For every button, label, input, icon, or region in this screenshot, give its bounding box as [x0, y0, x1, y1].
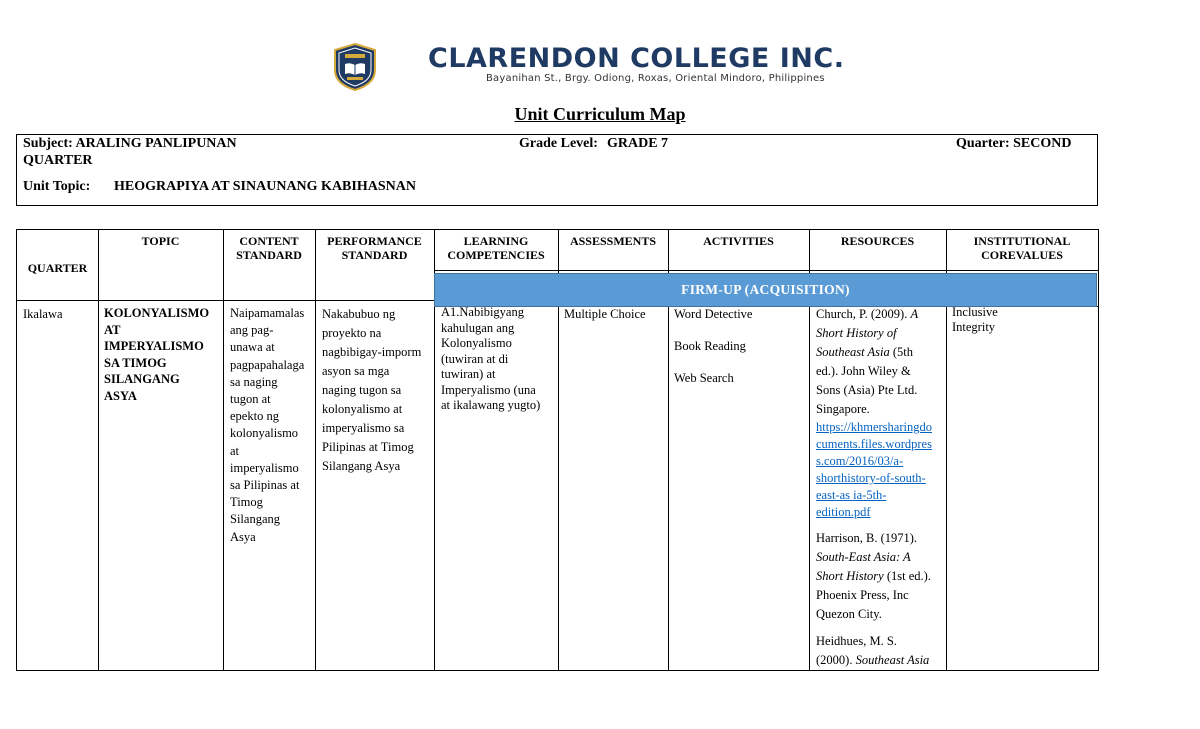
topic-line: SILANGANG [104, 372, 180, 386]
row-assessment: Multiple Choice [564, 307, 646, 321]
letterhead [0, 0, 1200, 100]
row-learning-competencies [441, 305, 540, 414]
topic-line: KOLONYALISMO [104, 306, 210, 320]
learning-competency-line: A1.Nabibigyang [441, 305, 524, 319]
header-assessments: ASSESSMENTS [569, 234, 657, 248]
content-standard-line: sa naging [230, 374, 278, 389]
college-name: CLARENDON COLLEGE INC. [428, 43, 845, 74]
learning-competency-line: at ikalawang yugto) [441, 398, 541, 412]
curriculum-map-table [16, 229, 1099, 671]
topic-line: IMPERYALISMO [104, 339, 204, 353]
header-resources: RESOURCES [840, 234, 915, 248]
row-content-standard [230, 305, 304, 546]
content-standard-line: Asya [230, 529, 256, 544]
document-title: Unit Curriculum Map [514, 104, 686, 124]
performance-standard-line: kolonyalismo at [322, 402, 403, 416]
learning-competency-line: Imperyalismo (una [441, 382, 536, 397]
performance-standard-line: Pilipinas at Timog [322, 440, 414, 454]
row-topic [104, 305, 209, 404]
content-standard-line: Silangang [230, 512, 280, 527]
content-standard-line: sa Pilipinas at [230, 478, 300, 493]
row-corevalues [952, 305, 998, 335]
subject-label: Subject: ARALING PANLIPUNAN [23, 136, 237, 151]
row-quarter: Ikalawa [23, 307, 63, 321]
topic-line: SA TIMOG [104, 355, 167, 370]
content-standard-line: unawa at [230, 340, 275, 355]
quarter-word: QUARTER [23, 153, 93, 168]
content-standard-line: at [230, 443, 240, 458]
performance-standard-line: Silangang Asya [322, 459, 401, 473]
content-standard-line: Naipamamalas [230, 306, 305, 320]
content-standard-line: Timog [230, 495, 263, 510]
header-performance-standard: PERFORMANCE STANDARD [327, 234, 422, 262]
unit-info-box [16, 134, 1098, 206]
learning-competency-line: (tuwiran at di [441, 351, 509, 366]
college-seal-logo [331, 42, 379, 92]
topic-line: AT [104, 322, 121, 337]
activity-item: Word Detective [674, 307, 753, 321]
performance-standard-line: nagbibigay-imporm [322, 345, 422, 359]
header-activities: ACTIVITIES [703, 234, 774, 248]
header-learning-competencies: LEARNING COMPETENCIES [447, 234, 545, 262]
row-resources: Church, P. (2009). A Short History of Southeast Asia (5th ed.). John Wiley & Sons (Asia) Pte Ltd. Singapore. https://khmersharingdo cuments.files.wordpres s.com/2016/03/a- shorthistory-of-south- east-as ia-5th- edition.pdf Harrison, B. (1971). South-East Asia: A Short History (1st ed.). Phoenix Press, Inc Quezon City. Heidhues, M. S. (2000). Southeast Asia [816, 305, 944, 670]
header-content-standard: CONTENT STANDARD [236, 234, 302, 262]
corevalue-item: Inclusive [952, 305, 998, 319]
performance-standard-line: Nakabubuo ng [322, 307, 396, 321]
row-activities [674, 305, 752, 387]
unit-topic-value: HEOGRAPIYA AT SINAUNANG KABIHASNAN [114, 179, 416, 194]
topic-line: ASYA [104, 388, 137, 403]
performance-standard-line: proyekto na [322, 326, 382, 340]
content-standard-line: pagpapahalaga [230, 357, 305, 372]
unit-topic-label: Unit Topic: [23, 179, 91, 194]
grade-level-value: GRADE 7 [607, 136, 669, 151]
learning-competency-line: kahulugan ang [441, 320, 515, 335]
firm-up-banner: FIRM-UP (ACQUISITION) [434, 273, 1097, 307]
content-standard-line: tugon at [230, 392, 271, 407]
header-quarter: QUARTER [27, 261, 88, 275]
learning-competency-line: tuwiran) at [441, 367, 496, 381]
resource-link[interactable]: https://khmersharingdo cuments.files.wordpres s.com/2016/03/a- shorthistory-of-south- east-as ia-5th- edition.pdf [816, 420, 932, 519]
row-performance-standard [322, 305, 421, 476]
content-standard-line: epekto ng [230, 409, 279, 424]
quarter-label: Quarter: SECOND [956, 136, 1072, 151]
activity-item: Book Reading [674, 339, 746, 353]
corevalue-item: Integrity [952, 320, 996, 334]
content-standard-line: kolonyalismo [230, 426, 299, 441]
activity-item: Web Search [674, 371, 734, 385]
performance-standard-line: imperyalismo sa [322, 421, 405, 435]
header-topic: TOPIC [141, 234, 180, 248]
performance-standard-line: asyon sa mga [322, 364, 390, 378]
learning-competency-line: Kolonyalismo [441, 336, 512, 350]
header-institutional-corevalues: INSTITUTIONAL COREVALUES [973, 234, 1071, 262]
content-standard-line: ang pag- [230, 323, 274, 338]
college-address: Bayanihan St., Brgy. Odiong, Roxas, Oriental Mindoro, Philippines [486, 73, 825, 84]
content-standard-line: imperyalismo [230, 460, 299, 475]
performance-standard-line: naging tugon sa [322, 383, 402, 397]
grade-level-label: Grade Level: [519, 136, 598, 151]
